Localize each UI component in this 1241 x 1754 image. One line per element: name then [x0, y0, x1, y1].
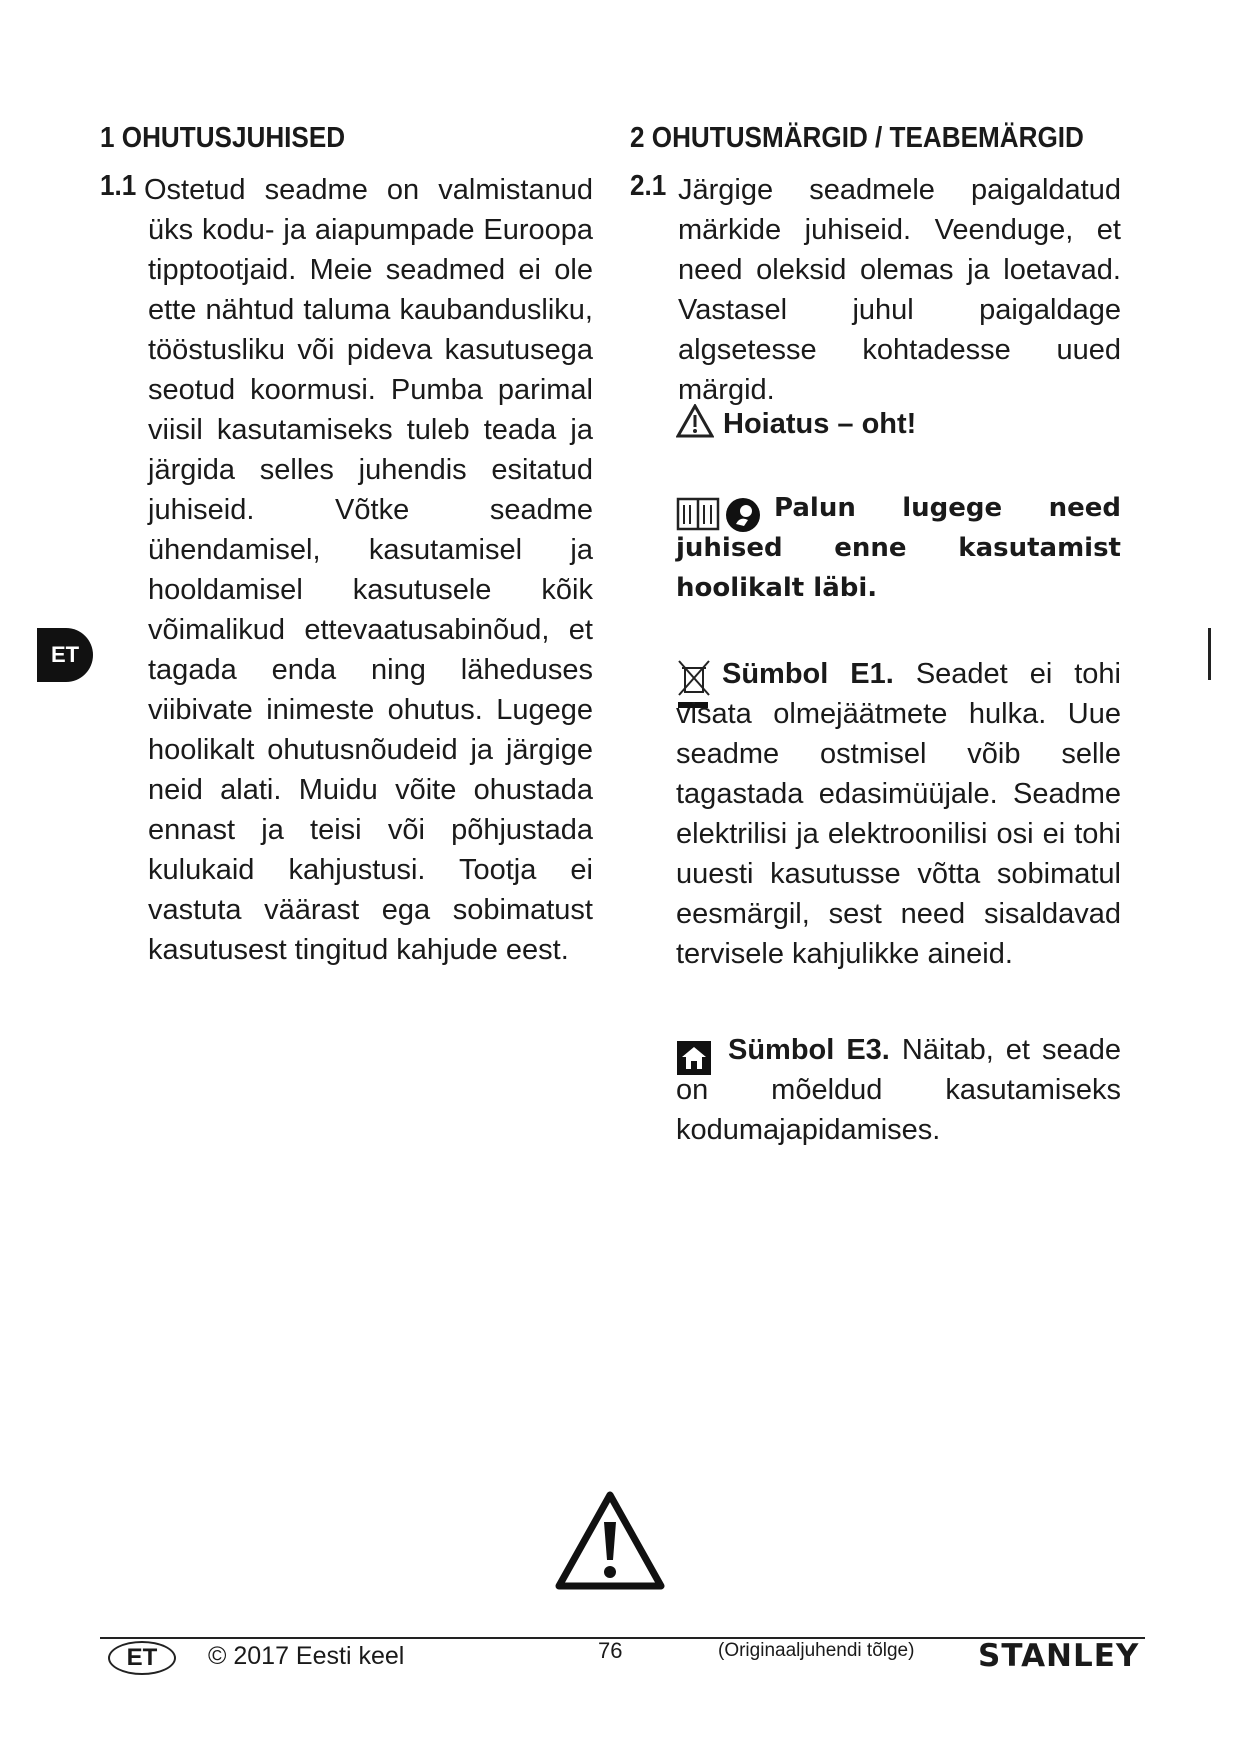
item-2-1-number: 2.1 [630, 170, 667, 202]
item-2-1-text: Järgige seadmele paigaldatud märkide juhiseid. Veenduge, et need oleksid olemas ja loetavad. Vastasel juhul paigaldage algsetesse kohtadesse uued märgid. [678, 174, 1121, 406]
page-number: 76 [598, 1638, 623, 1663]
language-side-tab: ET [37, 628, 93, 682]
read-instructions-text: Palun lugege need juhised enne kasutamist hoolikalt läbi. [676, 493, 1121, 603]
symbol-e1-text: Sümbol E1. Seadet ei tohi visata olmejäätmete hulka. Uue seadme ostmisel võib selle tagastada edasimüüjale. Seadme elektrilisi ja elektroonilisi osi ei tohi uuesti kasutusse võtta sobimatul eesmärgil, sest need sisaldavad tervisele kahjulikke aineid. [676, 658, 1121, 970]
translation-note: (Originaaljuhendi tõlge) [718, 1640, 915, 1661]
large-warning-icon [555, 1490, 665, 1590]
warning-triangle-icon [676, 404, 714, 438]
margin-marker [1208, 628, 1211, 680]
section-1-heading: 1 OHUTUSJUHISED [100, 122, 346, 154]
section-2-heading: 2 OHUTUSMÄRGID / TEABEMÄRGID [630, 122, 1084, 154]
item-1-1-text: Ostetud seadme on valmistanud üks kodu- ja aiapumpade Euroopa tipptootjaid. Meie seadmed ei ole ette nähtud taluma kaubandusliku, tööstusliku või pideva kasutusega seotud koormusi. Pumba parimal viisil kasutamiseks tuleb teada ja järgida selles juhendis esitatud juhiseid. Võtke seadme ühendamisel, kasutamisel ja hooldamisel kasutusele kõik võimalikud ettevaatusabinõud, et tagada enda ning läheduses viibivate inimeste ohutus. Lugege hoolikalt ohutusnõudeid ja järgige neid alati. Muidu võite ohustada ennast ja teisi või põhjustada kulukaid kahjustusi. Tootja ei vastuta väärast ega sobimatust kasutusest tingitud kahjude eest. [144, 174, 593, 966]
footer-language-badge: ET [108, 1641, 176, 1675]
warning-text: Hoiatus – oht! [723, 408, 917, 440]
item-1-1-number: 1.1 [100, 170, 137, 202]
symbol-e3-text: Sümbol E3. Näitab, et seade on mõeldud kasutamiseks kodumajapidamises. [676, 1034, 1121, 1146]
footer-copyright: © 2017 Eesti keel [208, 1642, 405, 1670]
brand-logo: STANLEY [978, 1638, 1140, 1674]
